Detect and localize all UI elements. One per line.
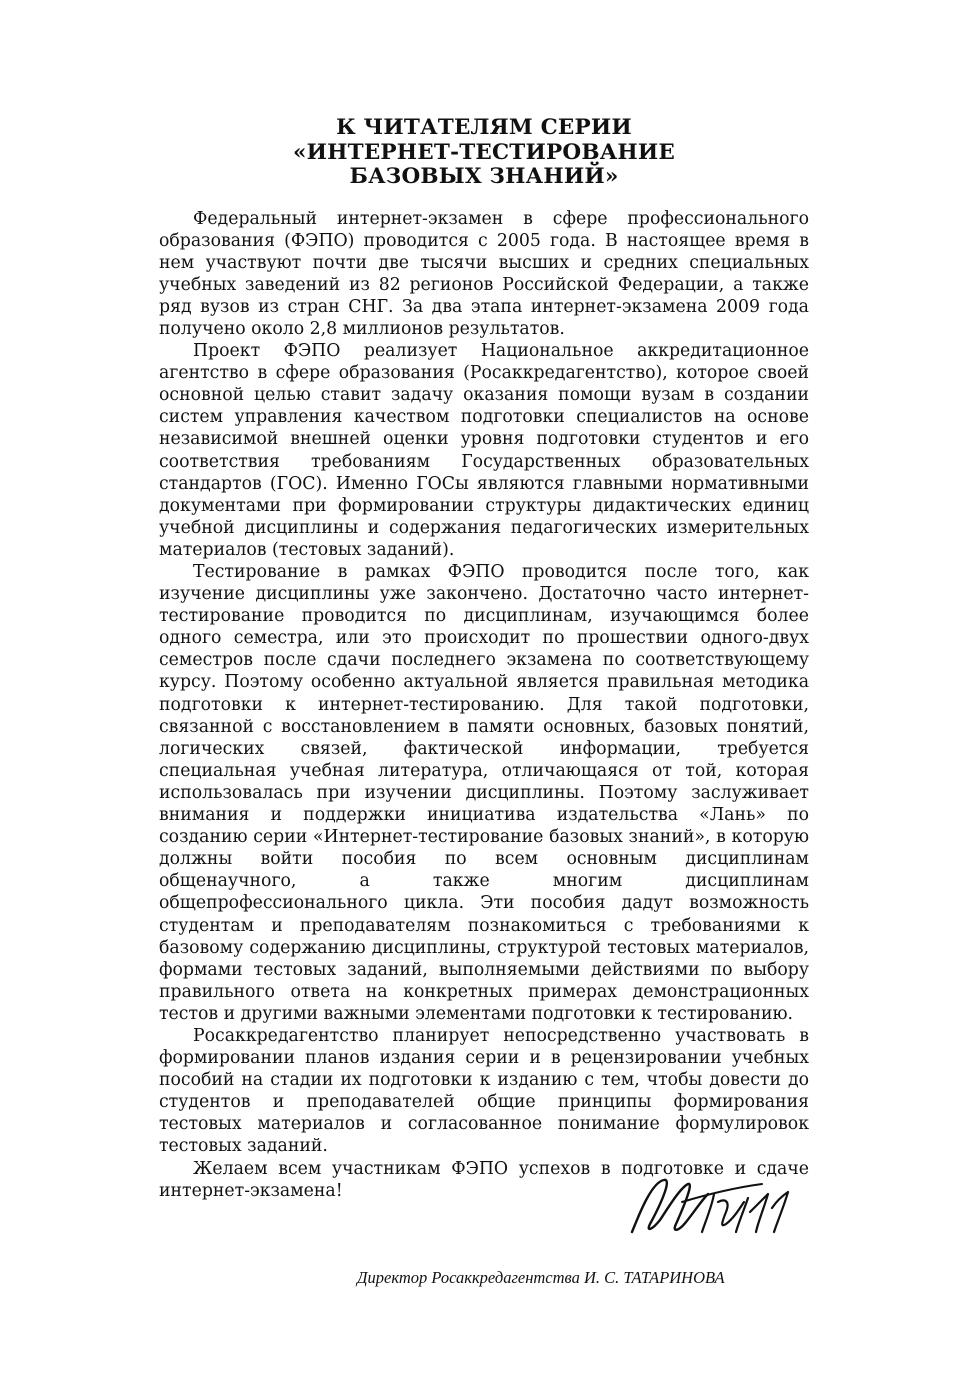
signer-line: Директор Росаккредагентства И. С. ТАТАРИНОВА: [357, 1268, 725, 1287]
paragraph-3: Тестирование в рамках ФЭПО проводится после того, как изучение дисциплины уже закончено. Достаточно часто интернет-тестирование проводится по дисциплинам, изучающимся более одного семестра, или это происходит по прошествии одного-двух семестров после сдачи последнего экзамена по соответствующему курсу. Поэтому особенно актуальной является правильная методика подготовки к интернет-тестированию. Для такой подготовки, связанной с восстановлением в памяти основных, базовых понятий, логических связей, фактической информации, требуется специальная учебная литература, отличающаяся от той, которая использовалась при изучении дисциплины. Поэтому заслуживает внимания и поддержки инициатива издательства «Лань» по созданию серии «Интернет-тестирование базовых знаний», в которую должны войти пособия по всем основным дисциплинам общенаучного, а также многим дисциплинам общепрофессионального цикла. Эти пособия дадут возможность студентам и преподавателям познакомиться с требованиями к базовому содержанию дисциплины, структурой тестовых материалов, формами тестовых заданий, выполняемыми действиями по выбору правильного ответа на конкретных примерах демонстрационных тестов и другими важными элементами подготовки к тестированию.: [159, 562, 809, 1024]
paragraph-1: Федеральный интернет-экзамен в сфере профессионального образования (ФЭПО) проводится с 2005 года. В настоящее время в нем участвуют почти две тысячи высших и средних специальных учебных заведений из 82 регионов Российской Федерации, а также ряд вузов из стран СНГ. За два этапа интернет-экзамена 2009 года получено около 2,8 миллионов результатов.: [159, 208, 809, 339]
title-line-3: БАЗОВЫХ ЗНАНИЙ»: [349, 164, 619, 189]
handwritten-signature: [622, 1172, 802, 1242]
document-page: [159, 116, 809, 1202]
signature-icon: [622, 1172, 802, 1242]
paragraph-2: Проект ФЭПО реализует Национальное аккредитационное агентство в сфере образования (Росаккредагентство), которое своей основной целью ставит задачу оказания помощи вузам в создании систем управления качеством подготовки специалистов на основе независимой внешней оценки уровня подготовки студентов и его соответствия требованиям Государственных образовательных стандартов (ГОС). Именно ГОСы являются главными нормативными документами при формировании структуры дидактических единиц учебной дисциплины и содержания педагогических измерительных материалов (тестовых заданий).: [159, 341, 809, 560]
paragraph-4: Росаккредагентство планирует непосредственно участвовать в формировании планов издания серии и в рецензировании учебных пособий на стадии их подготовки к изданию с тем, чтобы довести до студентов и преподавателей общие принципы формирования тестовых материалов и согласованное понимание формулировок тестовых заданий.: [159, 1025, 809, 1157]
title-line-2: «ИНТЕРНЕТ-ТЕСТИРОВАНИЕ: [292, 139, 676, 165]
paragraph-5: Желаем всем участникам ФЭПО успехов в подготовке и сдаче интернет-экзамена!: [159, 1158, 809, 1201]
body-text: [159, 208, 809, 1202]
title-line-1: К ЧИТАТЕЛЯМ СЕРИИ: [336, 115, 632, 140]
page-title: [159, 116, 809, 190]
